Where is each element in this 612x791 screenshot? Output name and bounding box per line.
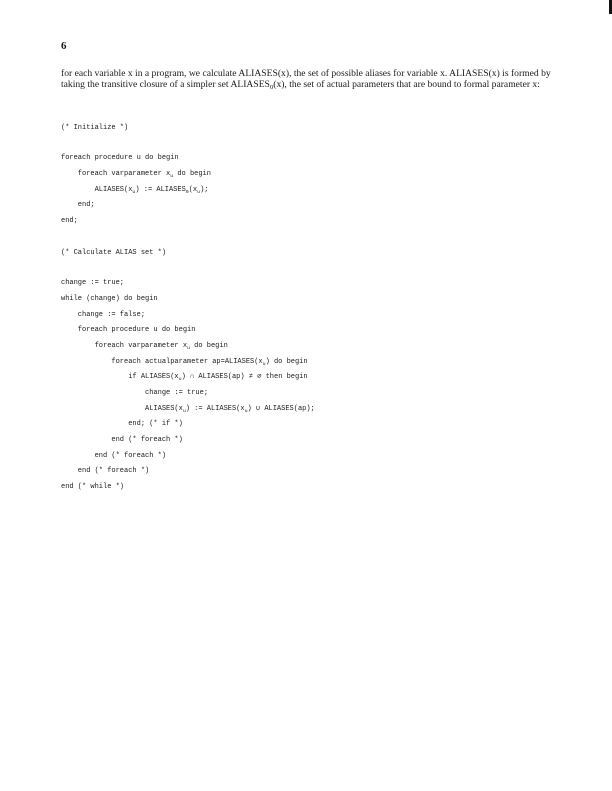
code-line: end; (* if *) — [61, 420, 183, 429]
code-comment-initialize: (* Initialize *) — [61, 123, 129, 132]
paragraph-text-1: for each variable x in a program, we calculate ALIASES(x), the set of possible aliases for variable x. ALIASES(x) is formed by taking the transitive closure of a simpler set ALIASES — [61, 68, 551, 91]
code-line: foreach procedure u do begin — [61, 326, 196, 335]
code-line: foreach varparameter $x_u$ do begin — [61, 170, 211, 180]
code-line: end (* foreach *) — [61, 467, 150, 476]
code-line: change := true; — [61, 279, 125, 288]
code-line: end (* foreach *) — [61, 451, 167, 460]
code-line: end; — [61, 201, 95, 210]
code-comment-calculate: (* Calculate ALIAS set *) — [61, 248, 167, 257]
paragraph-subscript: 0 — [269, 84, 274, 92]
code-line: foreach actualparameter $ap=ALIASES(x_u)$ do begin — [61, 357, 308, 367]
code-line: $ALIASES(x_u)$ := $ALIASES_0(x_u)$; — [61, 185, 209, 195]
code-line: end; — [61, 217, 78, 226]
body-paragraph — [61, 68, 561, 91]
code-line: end (* while *) — [61, 483, 125, 492]
code-listing — [61, 117, 541, 500]
code-line: foreach procedure u do begin — [61, 154, 179, 163]
paragraph-text-2: (x), the set of actual parameters that are bound to formal parameter x: — [273, 79, 540, 91]
page-number: 6 — [61, 40, 67, 52]
code-line: if $ALIASES(x_u)$ ∩ ALIASES(ap) ≠ ∅ then begin — [61, 373, 308, 383]
code-line: while (change) do begin — [61, 294, 158, 303]
code-line: $ALIASES(x_u)$ := $ALIASES(x_u)$ ∪ ALIASES(ap); — [61, 404, 315, 414]
code-line: change := true; — [61, 389, 209, 397]
code-line: change := false; — [61, 310, 146, 319]
code-line: foreach varparameter $x_u$ do begin — [61, 341, 228, 351]
code-line: end (* foreach *) — [61, 436, 183, 445]
